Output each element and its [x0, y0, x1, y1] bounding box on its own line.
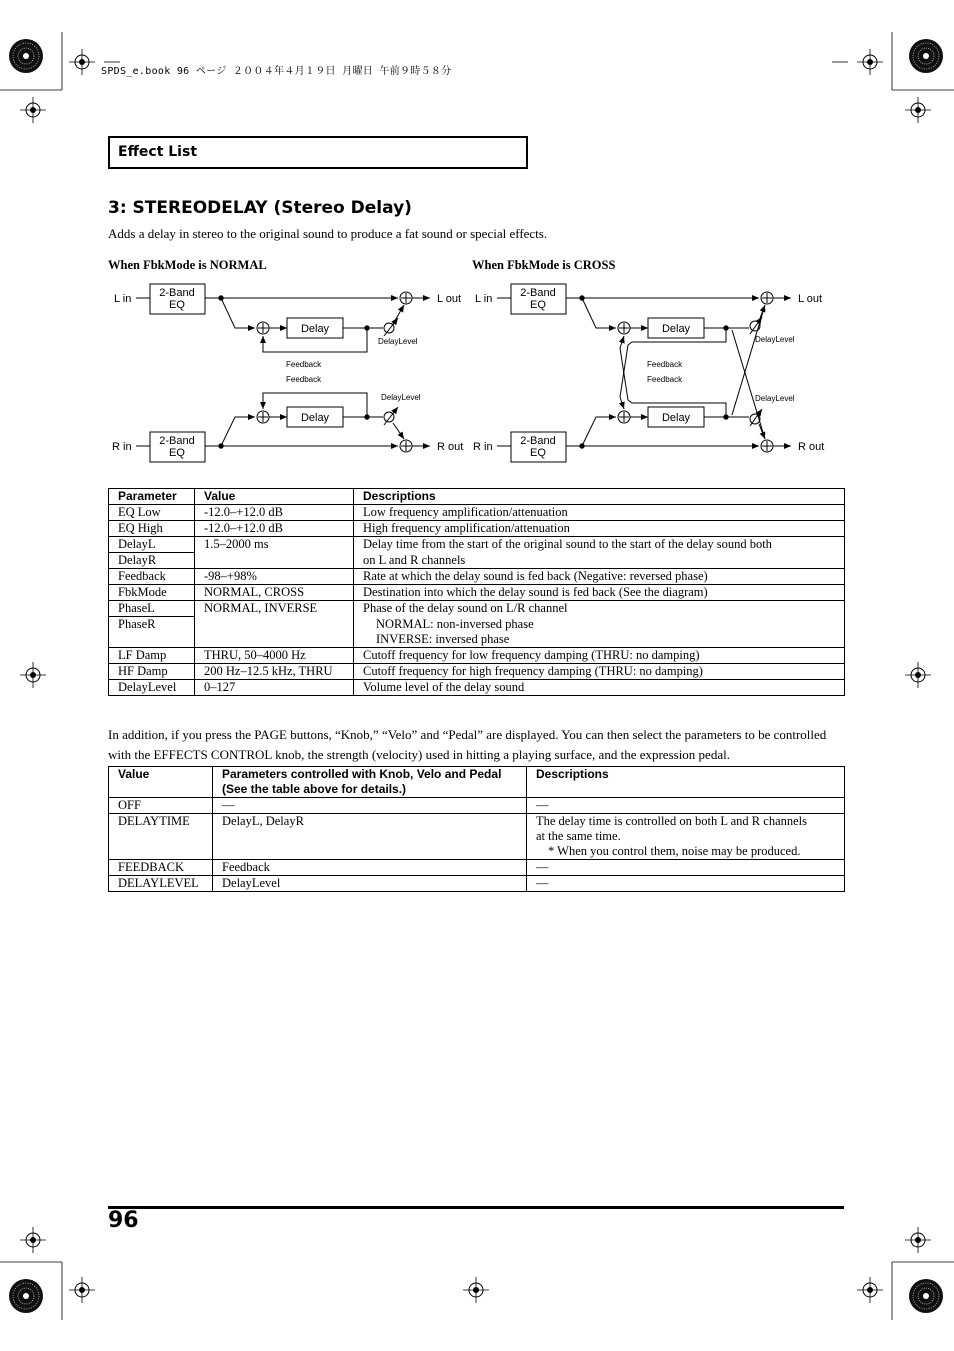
svg-text:2-Band: 2-Band	[520, 287, 556, 299]
cross-r-in: R in	[473, 441, 493, 453]
parameter-table	[108, 488, 845, 696]
diagram-cross	[473, 284, 824, 462]
svg-text:2-Band: 2-Band	[520, 435, 556, 447]
svg-text:EQ: EQ	[169, 447, 185, 459]
svg-text:EQ: EQ	[530, 299, 546, 311]
svg-text:Delay: Delay	[661, 412, 691, 424]
intro-text: Adds a delay in stereo to the original sound to produce a fat sound or special effects.	[108, 226, 548, 241]
corner-sunburst-br	[909, 1279, 943, 1313]
effect-title: 3: STEREODELAY (Stereo Delay)	[108, 198, 412, 218]
table-row: OFF — —	[109, 798, 845, 814]
table-row: INVERSE: inversed phase	[109, 632, 845, 648]
col-header-value: Value	[109, 767, 213, 798]
page-number: 96	[108, 1208, 139, 1233]
table-row: DelayR on L and R channels	[109, 553, 845, 569]
svg-text:Feedback: Feedback	[286, 375, 322, 384]
svg-text:DelayLevel: DelayLevel	[755, 394, 795, 403]
table-row: DelayLevel 0–127 Volume level of the delay sound	[109, 680, 845, 696]
table-row: DELAYLEVEL DelayLevel —	[109, 876, 845, 892]
svg-text:Delay: Delay	[300, 323, 330, 335]
svg-text:Feedback: Feedback	[647, 375, 683, 384]
control-table	[108, 766, 845, 892]
normal-diagram-title: When FbkMode is NORMAL	[108, 258, 267, 272]
cross-diagram-title: When FbkMode is CROSS	[472, 258, 616, 272]
table-row: HF Damp 200 Hz–12.5 kHz, THRU Cutoff frequency for high frequency damping (THRU: no damping)	[109, 664, 845, 680]
table-row: DelayL 1.5–2000 ms Delay time from the start of the original sound to the start of the delay sound both	[109, 537, 845, 553]
col-header-descriptions: Descriptions	[527, 767, 845, 798]
svg-text:Delay: Delay	[300, 412, 330, 424]
svg-text:2-Band: 2-Band	[159, 287, 195, 299]
table-row: DELAYTIME DelayL, DelayR The delay time is controlled on both L and R channels	[109, 814, 845, 830]
svg-text:Feedback: Feedback	[286, 360, 322, 369]
bottom-rule	[108, 1206, 844, 1209]
table-row: EQ Low -12.0–+12.0 dB Low frequency amplification/attenuation	[109, 505, 845, 521]
table-row: at the same time.	[109, 829, 845, 844]
normal-l-out: L out	[437, 293, 462, 305]
table-header-row	[109, 767, 845, 798]
svg-text:Delay: Delay	[661, 323, 691, 335]
table-row: EQ High -12.0–+12.0 dB High frequency amplification/attenuation	[109, 521, 845, 537]
table-row: Feedback -98–+98% Rate at which the delay sound is fed back (Negative: reversed phase)	[109, 569, 845, 585]
table-row: FbkMode NORMAL, CROSS Destination into which the delay sound is fed back (See the diagram)	[109, 585, 845, 601]
normal-r-out: R out	[437, 441, 464, 453]
signal-flow-diagrams	[0, 0, 954, 480]
svg-text:DelayLevel: DelayLevel	[381, 393, 421, 402]
col-header-parameter: Parameter	[109, 489, 195, 505]
table-row: LF Damp THRU, 50–4000 Hz Cutoff frequency for low frequency damping (THRU: no damping)	[109, 648, 845, 664]
diagram-normal	[112, 284, 463, 462]
svg-text:DelayLevel: DelayLevel	[755, 335, 795, 344]
table-header-row	[109, 489, 845, 505]
table-row: FEEDBACK Feedback —	[109, 860, 845, 876]
cross-l-in: L in	[475, 293, 493, 305]
col-header-value: Value	[195, 489, 354, 505]
svg-text:DelayLevel: DelayLevel	[378, 337, 418, 346]
col-header-descriptions: Descriptions	[354, 489, 845, 505]
table-row: * When you control them, noise may be produced.	[109, 844, 845, 860]
col-header-parameters: Parameters controlled with Knob, Velo and Pedal (See the table above for details.)	[213, 767, 527, 798]
svg-text:2-Band: 2-Band	[159, 435, 195, 447]
section-label: Effect List	[118, 144, 198, 160]
table-row: PhaseR NORMAL: non-inversed phase	[109, 617, 845, 633]
svg-text:EQ: EQ	[530, 447, 546, 459]
cross-l-out: L out	[798, 293, 823, 305]
svg-text:Feedback: Feedback	[647, 360, 683, 369]
normal-r-in: R in	[112, 441, 132, 453]
corner-sunburst-bl	[9, 1279, 43, 1313]
file-header: SPDS_e.book 96 ページ ２００４年４月１９日 月曜日 午前９時５８分	[101, 66, 452, 77]
cross-r-out: R out	[798, 441, 825, 453]
svg-text:EQ: EQ	[169, 299, 185, 311]
normal-l-in: L in	[114, 293, 132, 305]
page-buttons-paragraph: In addition, if you press the PAGE buttons, “Knob,” “Velo” and “Pedal” are displayed. You can then select the parameters to be controlled with the EFFECTS CONTROL knob, the strength (velocity) used in hitting a playing surface, and the expression pedal.	[108, 727, 827, 762]
table-row: PhaseL NORMAL, INVERSE Phase of the delay sound on L/R channel	[109, 601, 845, 617]
